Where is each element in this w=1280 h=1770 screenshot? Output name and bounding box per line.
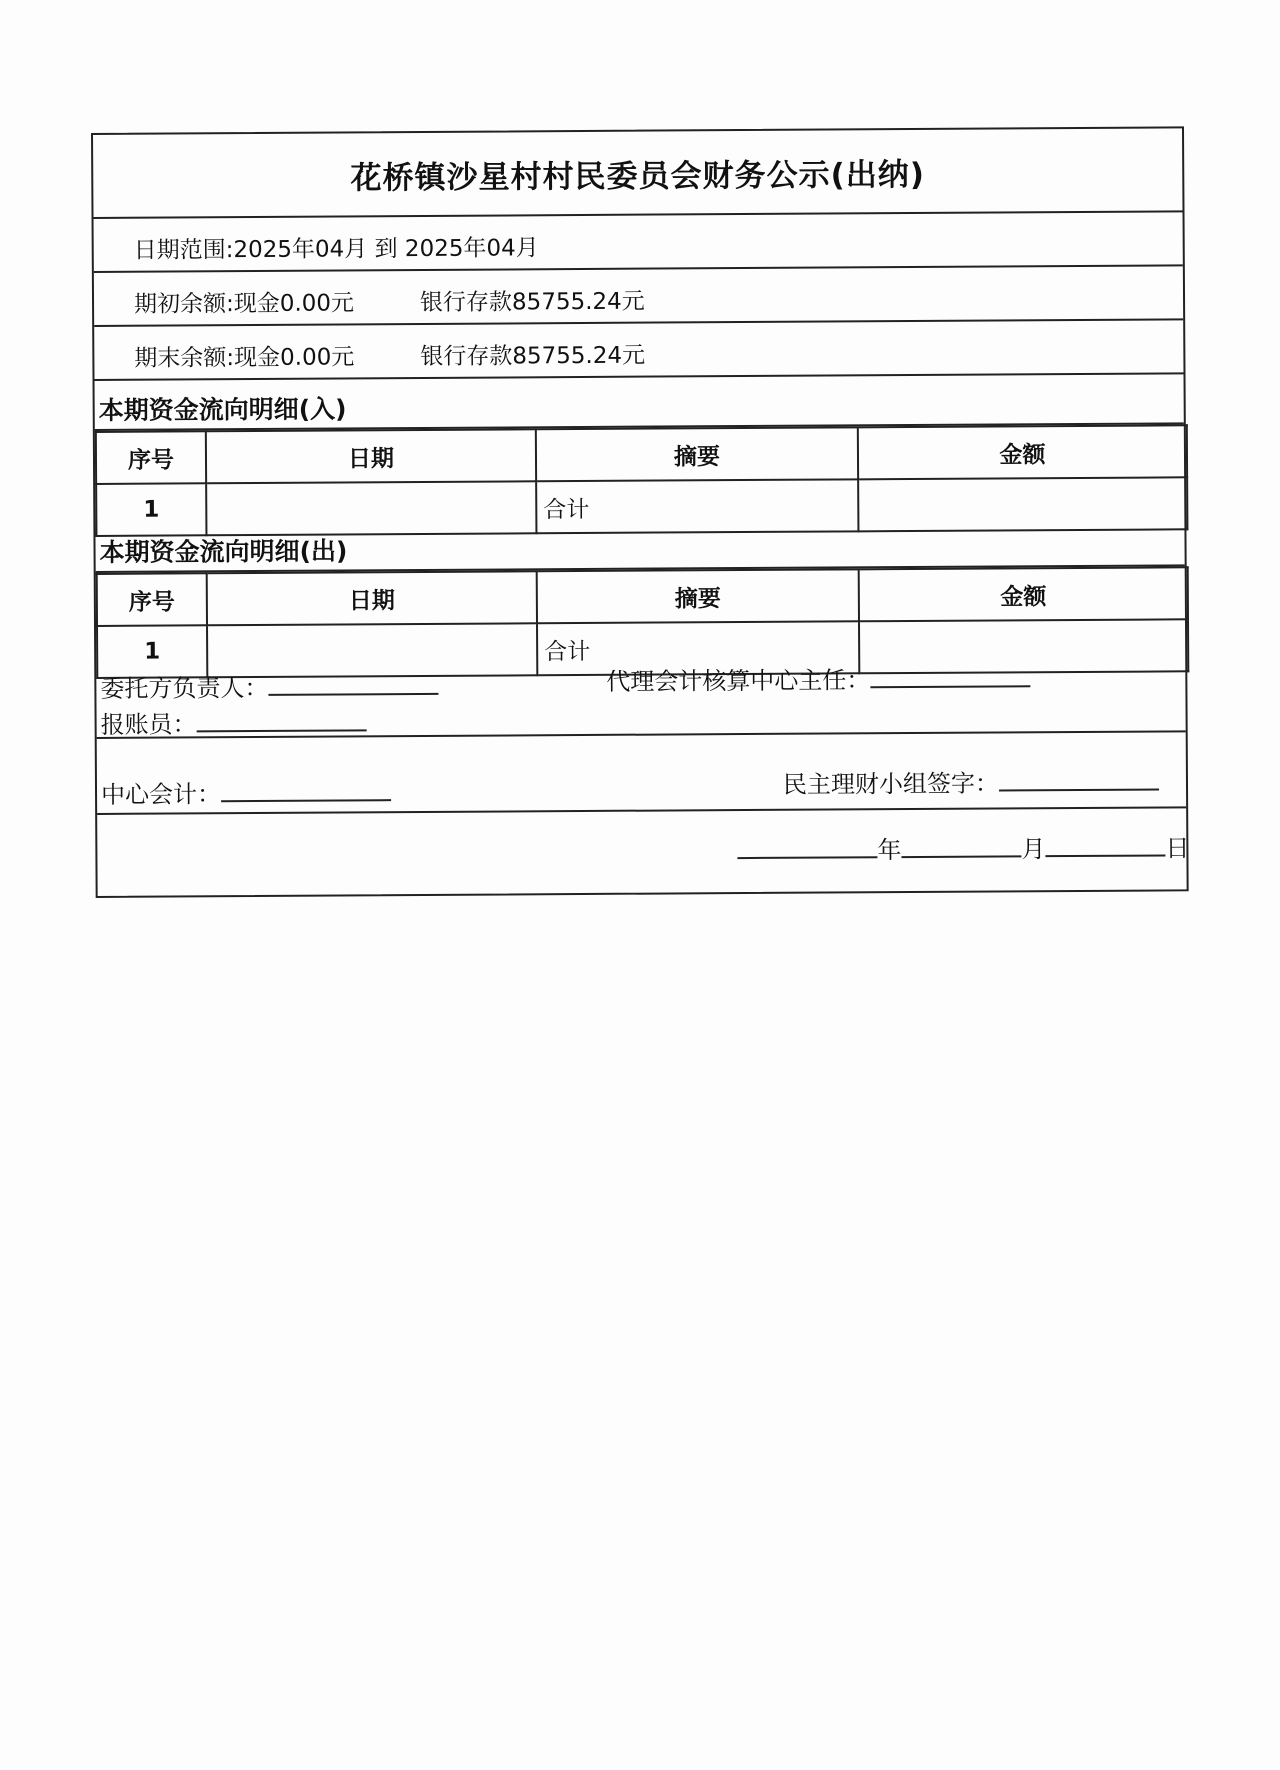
inflow-row-no: 1 bbox=[96, 483, 206, 536]
director-label: 代理会计核算中心主任： bbox=[606, 666, 871, 696]
outflow-col-date: 日期 bbox=[207, 571, 537, 625]
principal-signature bbox=[100, 667, 438, 704]
outflow-col-amount: 金额 bbox=[859, 567, 1188, 621]
outflow-col-no: 序号 bbox=[97, 573, 207, 626]
inflow-heading: 本期资金流向明细(入) bbox=[95, 374, 1184, 431]
date-line bbox=[737, 828, 1189, 866]
director-signature bbox=[606, 659, 1030, 697]
closing-cash: 现金0.00元 bbox=[234, 344, 355, 372]
accountant-signature-line bbox=[221, 781, 391, 802]
opening-balance-label: 期初余额: bbox=[133, 291, 234, 318]
signature-block-2 bbox=[97, 732, 1186, 815]
inflow-col-no: 序号 bbox=[96, 431, 206, 484]
principal-signature-line bbox=[268, 675, 438, 696]
group-signature bbox=[783, 762, 1159, 799]
accountant-label: 中心会计： bbox=[100, 780, 222, 809]
opening-cash: 现金0.00元 bbox=[233, 290, 355, 318]
opening-balance-row bbox=[94, 266, 1183, 327]
form-title: 花桥镇沙星村村民委员会财务公示(出纳) bbox=[93, 128, 1182, 219]
outflow-row-summary: 合计 bbox=[537, 621, 859, 675]
closing-bank: 银行存款85755.24元 bbox=[420, 342, 646, 370]
group-label: 民主理财小组签字： bbox=[782, 769, 1000, 799]
date-range-row bbox=[94, 212, 1183, 273]
day-label: 日 bbox=[1165, 834, 1190, 863]
inflow-header-row bbox=[96, 425, 1187, 484]
year-label: 年 bbox=[877, 836, 902, 865]
director-signature-line bbox=[870, 667, 1030, 688]
clerk-signature bbox=[100, 703, 366, 740]
inflow-col-summary: 摘要 bbox=[536, 427, 858, 481]
outflow-col-summary: 摘要 bbox=[537, 569, 859, 623]
outflow-heading: 本期资金流向明细(出) bbox=[95, 516, 1184, 573]
date-range-value: 2025年04月 到 2025年04月 bbox=[233, 235, 539, 264]
closing-balance-row bbox=[94, 320, 1183, 381]
month-label: 月 bbox=[1021, 835, 1046, 864]
group-signature-line bbox=[999, 770, 1159, 791]
accountant-signature bbox=[101, 773, 391, 810]
principal-label: 委托方负责人： bbox=[100, 673, 269, 703]
clerk-label: 报账员： bbox=[100, 710, 197, 739]
outflow-row-no: 1 bbox=[97, 625, 207, 678]
finance-notice-form bbox=[91, 126, 1189, 898]
inflow-col-date: 日期 bbox=[206, 429, 536, 483]
inflow-col-amount: 金额 bbox=[858, 425, 1187, 479]
signature-block-1 bbox=[96, 658, 1185, 739]
outflow-header-row bbox=[97, 567, 1188, 626]
opening-bank: 银行存款85755.24元 bbox=[419, 288, 645, 316]
inflow-row-summary: 合计 bbox=[536, 479, 858, 533]
clerk-signature-line bbox=[197, 711, 367, 732]
date-range-label: 日期范围: bbox=[133, 237, 234, 264]
closing-balance-label: 期末余额: bbox=[134, 345, 235, 372]
